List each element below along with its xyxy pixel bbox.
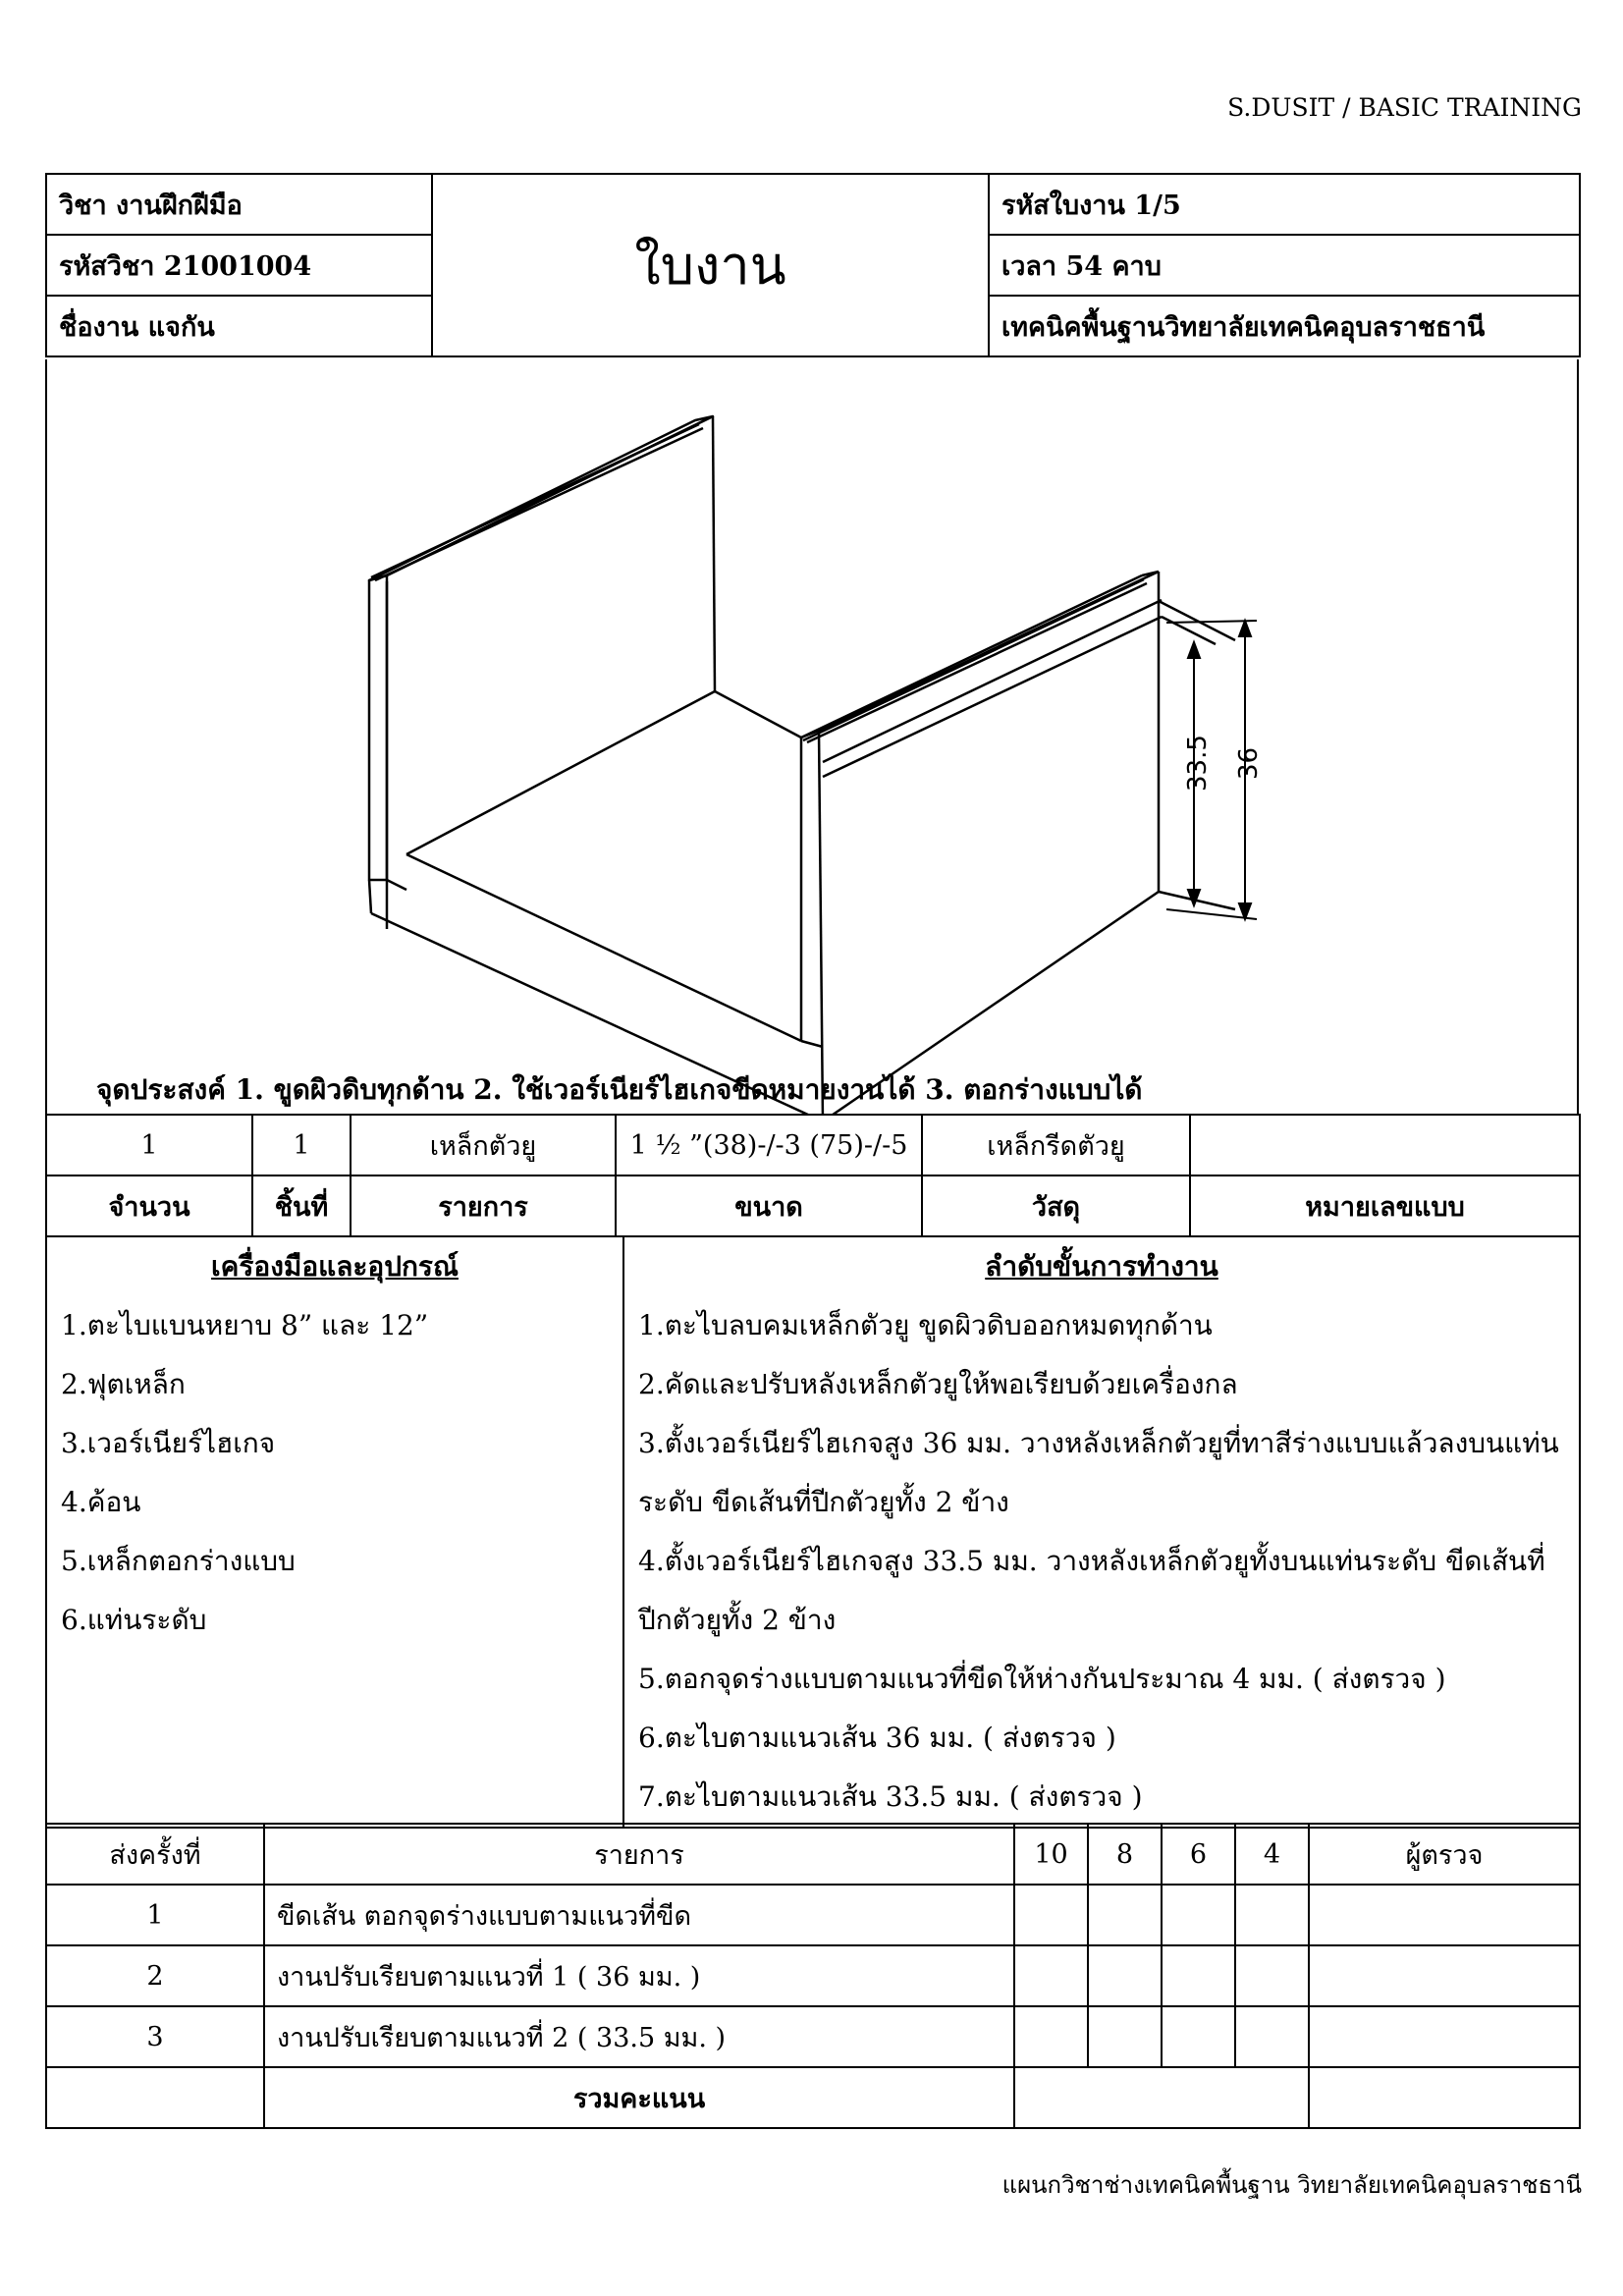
score-cell-8[interactable] bbox=[1088, 2006, 1162, 2067]
parts-table bbox=[45, 1114, 1581, 1237]
tools-cell bbox=[46, 1236, 623, 1828]
score-item: งานปรับเรียบตามแนวที่ 1 ( 36 มม. ) bbox=[264, 1945, 1014, 2006]
parts-row bbox=[46, 1115, 1580, 1175]
table-row bbox=[46, 1945, 1580, 2006]
score-10-header: 10 bbox=[1014, 1824, 1088, 1885]
tools-steps-table bbox=[45, 1235, 1581, 1829]
steps-heading: ลำดับขั้นการทำงาน bbox=[985, 1250, 1218, 1283]
score-cell-10[interactable] bbox=[1014, 1945, 1088, 2006]
score-cell-10[interactable] bbox=[1014, 1885, 1088, 1945]
u-channel-drawing bbox=[47, 359, 1577, 1114]
tools-heading: เครื่องมือและอุปกรณ์ bbox=[211, 1250, 459, 1283]
list-item: 5.เหล็กตอกร่างแบบ bbox=[61, 1545, 296, 1577]
piece-no-header: ชิ้นที่ bbox=[252, 1175, 351, 1236]
piece-no-value: 1 bbox=[252, 1115, 351, 1175]
submission-no: 1 bbox=[46, 1885, 264, 1945]
inspector-cell[interactable] bbox=[1309, 1885, 1580, 1945]
score-cell-6[interactable] bbox=[1162, 1885, 1235, 1945]
objectives: จุดประสงค์ 1. ขูดผิวดิบทุกด้าน 2. ใช้เวอร์เนียร์ไฮเกจขีดหมายงานได้ 3. ตอกร่างแบบได้ bbox=[96, 1073, 1143, 1106]
submission-no: 3 bbox=[46, 2006, 264, 2067]
duration-cell: เวลา 54 คาบ bbox=[989, 235, 1580, 296]
list-item: 3.เวอร์เนียร์ไฮเกจ bbox=[61, 1427, 276, 1459]
drawing-area bbox=[45, 359, 1579, 1114]
list-item: 3.ตั้งเวอร์เนียร์ไฮเกจสูง 36 มม. วางหลังเหล็กตัวยูที่ทาสีร่างแบบแล้วลงบนแท่น bbox=[638, 1427, 1559, 1459]
item-value: เหล็กตัวยู bbox=[351, 1115, 616, 1175]
quantity-header: จำนวน bbox=[46, 1175, 252, 1236]
submission-no: 2 bbox=[46, 1945, 264, 2006]
table-row bbox=[46, 2006, 1580, 2067]
subject-cell: วิชา งานฝึกฝีมือ bbox=[46, 174, 432, 235]
score-cell-4[interactable] bbox=[1235, 2006, 1309, 2067]
size-header: ขนาด bbox=[616, 1175, 922, 1236]
total-score-cell[interactable] bbox=[1014, 2067, 1309, 2128]
steps-cell bbox=[623, 1236, 1580, 1828]
scoring-header-row bbox=[46, 1824, 1580, 1885]
score-8-header: 8 bbox=[1088, 1824, 1162, 1885]
score-item-header: รายการ bbox=[264, 1824, 1014, 1885]
list-item: 2.ฟุตเหล็ก bbox=[61, 1368, 186, 1400]
total-row bbox=[46, 2067, 1580, 2128]
score-cell-6[interactable] bbox=[1162, 1945, 1235, 2006]
score-4-header: 4 bbox=[1235, 1824, 1309, 1885]
score-6-header: 6 bbox=[1162, 1824, 1235, 1885]
score-cell-8[interactable] bbox=[1088, 1885, 1162, 1945]
total-inspector-cell[interactable] bbox=[1309, 2067, 1580, 2128]
quantity-value: 1 bbox=[46, 1115, 252, 1175]
institution-tag: S.DUSIT / BASIC TRAINING bbox=[1227, 93, 1582, 122]
list-item: 1.ตะไบลบคมเหล็กตัวยู ขูดผิวดิบออกหมดทุกด้าน bbox=[638, 1309, 1213, 1341]
material-header: วัสดุ bbox=[922, 1175, 1190, 1236]
parts-header-row bbox=[46, 1175, 1580, 1236]
subject-code-cell: รหัสวิชา 21001004 bbox=[46, 235, 432, 296]
item-header: รายการ bbox=[351, 1175, 616, 1236]
inspector-header: ผู้ตรวจ bbox=[1309, 1824, 1580, 1885]
list-item: 1.ตะไบแบนหยาบ 8” และ 12” bbox=[61, 1309, 429, 1341]
size-value: 1 ½ ”(38)-/-3 (75)-/-5 bbox=[616, 1115, 922, 1175]
steps-list bbox=[624, 1296, 1579, 1827]
list-item: 6.ตะไบตามแนวเส้น 36 มม. ( ส่งตรวจ ) bbox=[638, 1722, 1116, 1754]
score-cell-4[interactable] bbox=[1235, 1945, 1309, 2006]
score-item: งานปรับเรียบตามแนวที่ 2 ( 33.5 มม. ) bbox=[264, 2006, 1014, 2067]
sheet-code-cell: รหัสใบงาน 1/5 bbox=[989, 174, 1580, 235]
inspector-cell[interactable] bbox=[1309, 1945, 1580, 2006]
score-item: ขีดเส้น ตอกจุดร่างแบบตามแนวที่ขีด bbox=[264, 1885, 1014, 1945]
list-item: 7.ตะไบตามแนวเส้น 33.5 มม. ( ส่งตรวจ ) bbox=[638, 1780, 1143, 1813]
total-empty-cell bbox=[46, 2067, 264, 2128]
dim-outer-label: 36 bbox=[1234, 746, 1264, 780]
list-item: ระดับ ขีดเส้นที่ปีกตัวยูทั้ง 2 ข้าง bbox=[638, 1486, 1009, 1518]
table-row bbox=[46, 1885, 1580, 1945]
material-value: เหล็กรีดตัวยู bbox=[922, 1115, 1190, 1175]
list-item: ปีกตัวยูทั้ง 2 ข้าง bbox=[638, 1604, 837, 1636]
score-cell-8[interactable] bbox=[1088, 1945, 1162, 2006]
tools-list bbox=[47, 1296, 622, 1650]
list-item: 6.แท่นระดับ bbox=[61, 1604, 207, 1636]
drawing-no-header: หมายเลขแบบ bbox=[1190, 1175, 1580, 1236]
score-cell-4[interactable] bbox=[1235, 1885, 1309, 1945]
department-cell: เทคนิคพื้นฐานวิทยาลัยเทคนิคอุบลราชธานี bbox=[989, 296, 1580, 356]
list-item: 5.ตอกจุดร่างแบบตามแนวที่ขีดให้ห่างกันประมาณ 4 มม. ( ส่งตรวจ ) bbox=[638, 1663, 1446, 1695]
back-flange-edge bbox=[369, 575, 387, 880]
scoring-table bbox=[45, 1823, 1581, 2129]
score-cell-10[interactable] bbox=[1014, 2006, 1088, 2067]
inspector-cell[interactable] bbox=[1309, 2006, 1580, 2067]
sheet-title: ใบงาน bbox=[432, 174, 989, 356]
list-item: 4.ค้อน bbox=[61, 1486, 141, 1518]
job-name-cell: ชื่องาน แจกัน bbox=[46, 296, 432, 356]
list-item: 2.คัดและปรับหลังเหล็กตัวยูให้พอเรียบด้วยเครื่องกล bbox=[638, 1368, 1238, 1400]
drawing-no-value bbox=[1190, 1115, 1580, 1175]
list-item: 4.ตั้งเวอร์เนียร์ไฮเกจสูง 33.5 มม. วางหลังเหล็กตัวยูทั้งบนแท่นระดับ ขีดเส้นที่ bbox=[638, 1545, 1545, 1577]
score-cell-6[interactable] bbox=[1162, 2006, 1235, 2067]
sheet-header-table bbox=[45, 173, 1581, 357]
total-label: รวมคะแนน bbox=[264, 2067, 1014, 2128]
dim-inner-label: 33.5 bbox=[1183, 735, 1213, 792]
footer-text: แผนกวิชาช่างเทคนิคพื้นฐาน วิทยาลัยเทคนิคอุบลราชธานี bbox=[1001, 2171, 1582, 2199]
submission-header: ส่งครั้งที่ bbox=[46, 1824, 264, 1885]
